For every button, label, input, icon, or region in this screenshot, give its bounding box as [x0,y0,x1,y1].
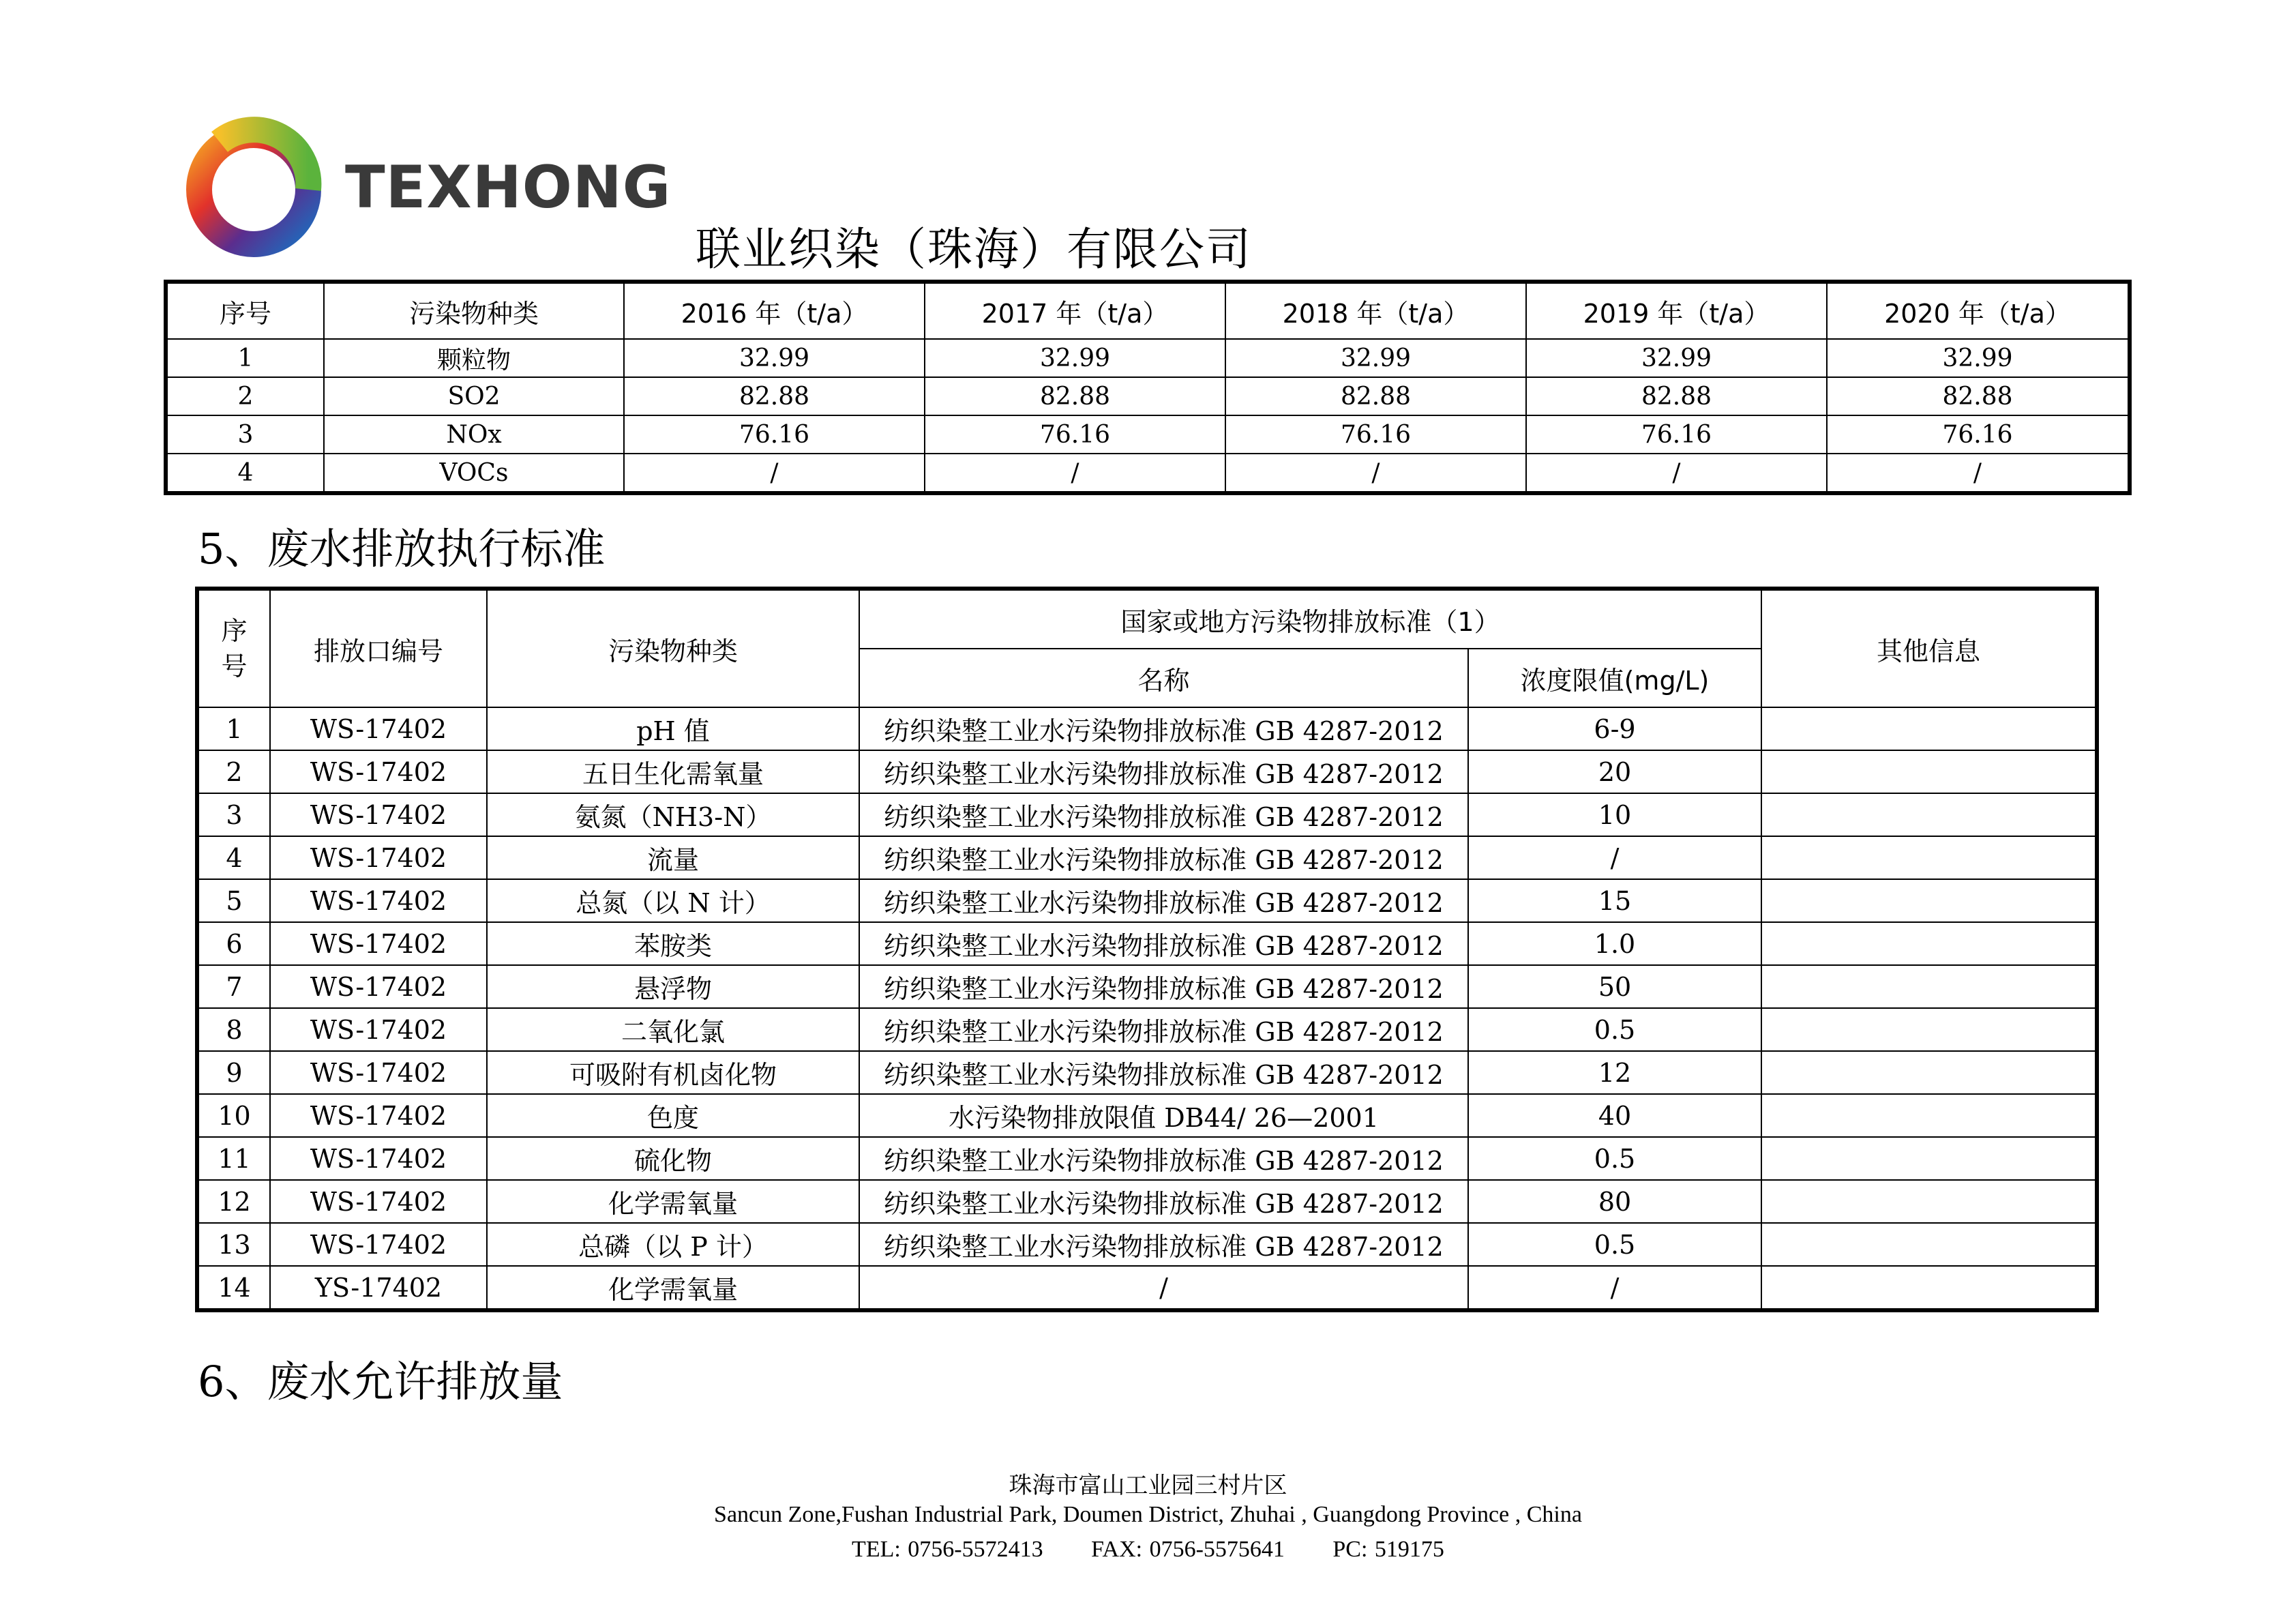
table-cell: WS-17402 [270,922,487,965]
table-cell [1761,922,2097,965]
table-row [197,965,2097,1008]
texhong-logo-ring-icon [179,115,329,265]
table-cell: VOCs [324,454,624,493]
table-cell: 五日生化需氧量 [487,750,859,793]
header-standard-group: 国家或地方污染物排放标准（1） [859,589,1761,649]
table-cell: 总氮（以 N 计） [487,879,859,922]
table-cell: WS-17402 [270,836,487,879]
header-2016: 2016 年（t/a） [624,282,925,339]
table-cell: 纺织染整工业水污染物排放标准 GB 4287-2012 [859,1137,1468,1180]
table-cell [1761,1008,2097,1051]
table-cell: 11 [197,1137,270,1180]
header-outlet: 排放口编号 [270,589,487,707]
table-cell: 0.5 [1468,1137,1761,1180]
table-cell: 7 [197,965,270,1008]
table-cell: / [624,454,925,493]
header-pollutant: 污染物种类 [324,282,624,339]
table-cell: YS-17402 [270,1266,487,1310]
table-cell: 76.16 [925,415,1225,454]
table-cell: WS-17402 [270,793,487,836]
table-cell: WS-17402 [270,879,487,922]
table-cell: 76.16 [624,415,925,454]
table-row [197,1180,2097,1223]
table-cell [1761,1180,2097,1223]
footer-contact [0,1537,2296,1563]
table-cell: 二氧化氯 [487,1008,859,1051]
table-cell: 流量 [487,836,859,879]
table-row [166,377,2130,415]
table-cell: 82.88 [1225,377,1526,415]
table-cell [1761,1094,2097,1137]
table-cell: WS-17402 [270,1180,487,1223]
table-cell: 纺织染整工业水污染物排放标准 GB 4287-2012 [859,707,1468,750]
table-row [197,1266,2097,1310]
table-row [166,454,2130,493]
header-name: 名称 [859,649,1468,707]
table-cell: 纺织染整工业水污染物排放标准 GB 4287-2012 [859,750,1468,793]
table-cell: WS-17402 [270,965,487,1008]
table-cell: 12 [1468,1051,1761,1094]
table-cell [1761,707,2097,750]
table-header-row [197,589,2097,649]
header-2019: 2019 年（t/a） [1526,282,1827,339]
table-cell: / [1468,836,1761,879]
table-row [197,793,2097,836]
table-cell: 4 [166,454,324,493]
table-cell [1761,836,2097,879]
header-2018: 2018 年（t/a） [1225,282,1526,339]
table-cell: 纺织染整工业水污染物排放标准 GB 4287-2012 [859,1180,1468,1223]
table-cell: 1 [197,707,270,750]
table-cell: WS-17402 [270,707,487,750]
table-row [197,1223,2097,1266]
table-cell [1761,750,2097,793]
table-cell: 2 [166,377,324,415]
table-cell: / [1526,454,1827,493]
footer-address-cn: 珠海市富山工业园三村片区 [1009,1473,1287,1498]
table-cell: 纺织染整工业水污染物排放标准 GB 4287-2012 [859,1008,1468,1051]
table-cell: 15 [1468,879,1761,922]
table-cell: 1 [166,339,324,377]
table-cell: 8 [197,1008,270,1051]
company-name: 联业织染（珠海）有限公司 [696,223,1252,276]
table-cell: WS-17402 [270,1137,487,1180]
table-cell: / [1225,454,1526,493]
table-cell: WS-17402 [270,1008,487,1051]
table-cell: 76.16 [1526,415,1827,454]
footer-fax: FAX: 0756-5575641 [1091,1537,1285,1562]
table-cell: SO2 [324,377,624,415]
table-cell [1761,965,2097,1008]
table-row [197,922,2097,965]
table-cell: 3 [197,793,270,836]
table-cell: WS-17402 [270,750,487,793]
emissions-table [164,280,2132,495]
header-no [197,589,270,707]
table-cell: 可吸附有机卤化物 [487,1051,859,1094]
table-cell: / [1827,454,2130,493]
table-cell: 1.0 [1468,922,1761,965]
table-row [197,1137,2097,1180]
table-cell: 13 [197,1223,270,1266]
footer-address-en: Sancun Zone,Fushan Industrial Park, Doumen District, Zhuhai , Guangdong Province , China [714,1502,1582,1527]
table-row [197,1051,2097,1094]
table-cell: 化学需氧量 [487,1180,859,1223]
table-cell: 纺织染整工业水污染物排放标准 GB 4287-2012 [859,879,1468,922]
table-cell: 纺织染整工业水污染物排放标准 GB 4287-2012 [859,965,1468,1008]
table-cell: pH 值 [487,707,859,750]
table-cell: 纺织染整工业水污染物排放标准 GB 4287-2012 [859,1223,1468,1266]
table-cell: WS-17402 [270,1051,487,1094]
table-cell: 12 [197,1180,270,1223]
table-cell: 32.99 [624,339,925,377]
section-6-title: 6、废水允许排放量 [198,1357,563,1406]
table-cell: 0.5 [1468,1223,1761,1266]
table-cell: 3 [166,415,324,454]
table-cell: NOx [324,415,624,454]
table-cell: 32.99 [925,339,1225,377]
header-other: 其他信息 [1761,589,2097,707]
table-row [166,415,2130,454]
table-cell: / [859,1266,1468,1310]
table-cell: 水污染物排放限值 DB44/ 26—2001 [859,1094,1468,1137]
table-cell: / [925,454,1225,493]
table-cell [1761,1051,2097,1094]
table-cell: 氨氮（NH3-N） [487,793,859,836]
wastewater-standards-table [195,587,2099,1312]
table-cell: 20 [1468,750,1761,793]
table-cell: 纺织染整工业水污染物排放标准 GB 4287-2012 [859,1051,1468,1094]
table-cell: 悬浮物 [487,965,859,1008]
header-limit: 浓度限值(mg/L) [1468,649,1761,707]
table-cell: 82.88 [1526,377,1827,415]
table-row [197,707,2097,750]
table-cell [1761,879,2097,922]
table-cell: 2 [197,750,270,793]
logo-wordmark: TEXHONG [345,153,672,222]
table-header-row [166,282,2130,339]
table-cell: 82.88 [925,377,1225,415]
table-cell [1761,1266,2097,1310]
table-cell: 纺织染整工业水污染物排放标准 GB 4287-2012 [859,793,1468,836]
table-cell: 82.88 [624,377,925,415]
table-cell: 32.99 [1225,339,1526,377]
header-pollutant: 污染物种类 [487,589,859,707]
table-cell: 40 [1468,1094,1761,1137]
table-cell [1761,1223,2097,1266]
table-row [166,339,2130,377]
table-cell: 纺织染整工业水污染物排放标准 GB 4287-2012 [859,836,1468,879]
section-5-title: 5、废水排放执行标准 [198,524,606,574]
table-row [197,1008,2097,1051]
header-no: 序号 [166,282,324,339]
table-cell: 4 [197,836,270,879]
header-no-text: 序号 [221,616,248,681]
table-cell: 14 [197,1266,270,1310]
table-cell: 80 [1468,1180,1761,1223]
table-cell: 5 [197,879,270,922]
table-cell: 82.88 [1827,377,2130,415]
table-cell: 化学需氧量 [487,1266,859,1310]
header-2017: 2017 年（t/a） [925,282,1225,339]
table-cell: 76.16 [1225,415,1526,454]
footer-tel: TEL: 0756-5572413 [852,1537,1043,1562]
table-cell: 10 [1468,793,1761,836]
table-row [197,1094,2097,1137]
table-row [197,879,2097,922]
table-cell: 10 [197,1094,270,1137]
table-cell: 50 [1468,965,1761,1008]
table-cell [1761,793,2097,836]
table-cell: 苯胺类 [487,922,859,965]
table-cell: 总磷（以 P 计） [487,1223,859,1266]
table-cell: WS-17402 [270,1094,487,1137]
table-cell: 32.99 [1827,339,2130,377]
table-cell: 9 [197,1051,270,1094]
footer-pc: PC: 519175 [1332,1537,1444,1562]
table-cell: 纺织染整工业水污染物排放标准 GB 4287-2012 [859,922,1468,965]
table-row [197,750,2097,793]
table-cell: 32.99 [1526,339,1827,377]
table-cell: 颗粒物 [324,339,624,377]
table-cell: 6-9 [1468,707,1761,750]
table-cell [1761,1137,2097,1180]
table-cell: 76.16 [1827,415,2130,454]
header-2020: 2020 年（t/a） [1827,282,2130,339]
table-cell: 硫化物 [487,1137,859,1180]
table-row [197,836,2097,879]
table-cell: 6 [197,922,270,965]
table-cell: WS-17402 [270,1223,487,1266]
table-cell: 0.5 [1468,1008,1761,1051]
table-cell: / [1468,1266,1761,1310]
table-cell: 色度 [487,1094,859,1137]
